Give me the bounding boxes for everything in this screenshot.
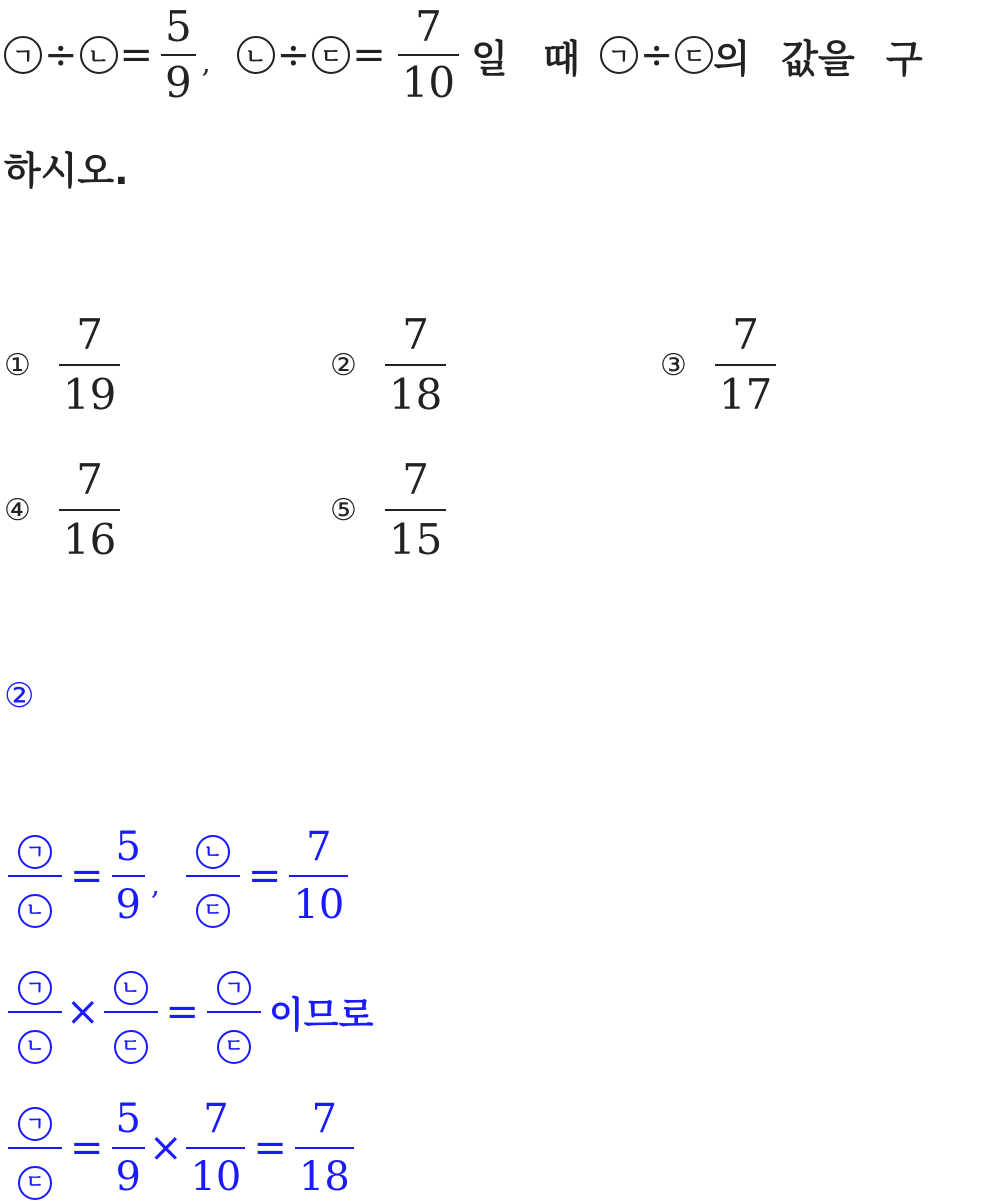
times-sign: × [66, 989, 100, 1035]
numerator: 7 [311, 1096, 338, 1142]
numerator: 7 [76, 310, 103, 359]
numerator: 7 [306, 824, 332, 870]
question-text: 의 값을 구 [713, 36, 923, 81]
option-fraction [385, 455, 446, 564]
times-sign: × [148, 1125, 183, 1171]
circled-giyeok: ㄱ [18, 835, 52, 869]
numerator [8, 825, 62, 876]
option-number-3: ③ [660, 347, 687, 383]
equals-sign: = [253, 1125, 287, 1171]
fraction-giyeok-over-digeut [8, 1097, 62, 1200]
denominator: 9 [115, 882, 141, 928]
numerator [104, 961, 158, 1012]
circled-digeut: ㄷ [217, 1030, 251, 1064]
circled-nieun: ㄴ [18, 1030, 52, 1064]
denominator: 18 [388, 370, 443, 419]
question-text: 일 때 [471, 36, 580, 81]
option-1[interactable] [4, 310, 120, 420]
denominator [104, 1013, 158, 1064]
denominator: 10 [293, 882, 345, 928]
circled-nieun: ㄴ [18, 894, 52, 928]
divide-sign: ÷ [44, 32, 78, 78]
numerator [8, 1097, 62, 1148]
equals-sign: = [352, 32, 386, 78]
numerator: 5 [115, 824, 141, 870]
solution-text: 이므로 [269, 994, 374, 1036]
equals-sign: = [119, 32, 154, 78]
denominator [207, 1013, 261, 1064]
circled-nieun: ㄴ [237, 36, 275, 74]
fraction-giyeok-over-digeut [207, 961, 261, 1064]
question-line-1 [4, 4, 923, 106]
denominator: 16 [62, 515, 117, 564]
equals-sign: = [247, 853, 282, 899]
solution-line-2 [8, 962, 373, 1062]
option-4[interactable] [4, 455, 120, 565]
comma: , [150, 867, 160, 901]
equals-sign: = [165, 989, 200, 1035]
option-5[interactable] [330, 455, 446, 565]
denominator: 18 [298, 1154, 350, 1200]
numerator [207, 961, 261, 1012]
fraction-7-10 [398, 2, 459, 107]
option-2[interactable] [330, 310, 446, 420]
fraction-5-9 [161, 2, 196, 107]
fraction-giyeok-over-nieun [8, 961, 62, 1064]
denominator: 15 [388, 515, 443, 564]
circled-digeut: ㄷ [312, 36, 350, 74]
fraction-nieun-over-digeut [104, 961, 158, 1064]
numerator: 5 [115, 1096, 141, 1142]
numerator: 7 [402, 455, 429, 504]
fraction-5-9 [112, 824, 145, 928]
fraction-nieun-over-digeut [186, 825, 240, 928]
circled-nieun: ㄴ [196, 835, 230, 869]
circled-digeut: ㄷ [114, 1030, 148, 1064]
denominator: 9 [165, 58, 192, 107]
numerator: 7 [732, 310, 759, 359]
option-fraction [59, 455, 120, 564]
option-fraction [715, 310, 776, 419]
option-fraction [385, 310, 446, 419]
circled-nieun: ㄴ [114, 971, 148, 1005]
question-line-2: 하시오. [4, 149, 129, 193]
solution-line-1 [8, 826, 348, 926]
answer-mark: ② [4, 676, 35, 716]
denominator [8, 1013, 62, 1064]
numerator: 7 [76, 455, 103, 504]
numerator: 7 [415, 2, 442, 51]
divide-sign: ÷ [639, 32, 674, 78]
circled-digeut: ㄷ [18, 1166, 52, 1200]
circled-giyeok: ㄱ [4, 36, 42, 74]
circled-giyeok: ㄱ [18, 971, 52, 1005]
option-number-2: ② [330, 347, 357, 383]
solution-line-3 [8, 1098, 354, 1198]
equals-sign: = [70, 853, 104, 899]
circled-giyeok: ㄱ [18, 1107, 52, 1141]
circled-giyeok: ㄱ [600, 36, 638, 74]
numerator: 7 [402, 310, 429, 359]
circled-giyeok: ㄱ [217, 971, 251, 1005]
equals-sign: = [70, 1125, 104, 1171]
option-number-5: ⑤ [330, 492, 357, 528]
fraction-7-10 [186, 1096, 245, 1200]
numerator [186, 825, 240, 876]
divide-sign: ÷ [276, 32, 311, 78]
option-3[interactable] [660, 310, 776, 420]
fraction-7-10 [289, 824, 348, 928]
option-number-1: ① [4, 347, 31, 383]
fraction-5-9 [112, 1096, 145, 1200]
denominator: 10 [401, 58, 456, 107]
numerator: 5 [165, 2, 192, 51]
denominator [186, 877, 240, 928]
numerator: 7 [203, 1096, 229, 1142]
denominator [8, 877, 62, 928]
circled-digeut: ㄷ [675, 36, 713, 74]
denominator [8, 1149, 62, 1200]
denominator: 10 [190, 1154, 242, 1200]
circled-digeut: ㄷ [196, 894, 230, 928]
circled-nieun: ㄴ [80, 36, 118, 74]
comma: , [201, 45, 211, 79]
fraction-7-18 [295, 1096, 354, 1200]
fraction-giyeok-over-nieun [8, 825, 62, 928]
denominator: 9 [115, 1154, 141, 1200]
denominator: 19 [62, 370, 117, 419]
denominator: 17 [718, 370, 773, 419]
numerator [8, 961, 62, 1012]
option-number-4: ④ [4, 492, 31, 528]
option-fraction [59, 310, 120, 419]
